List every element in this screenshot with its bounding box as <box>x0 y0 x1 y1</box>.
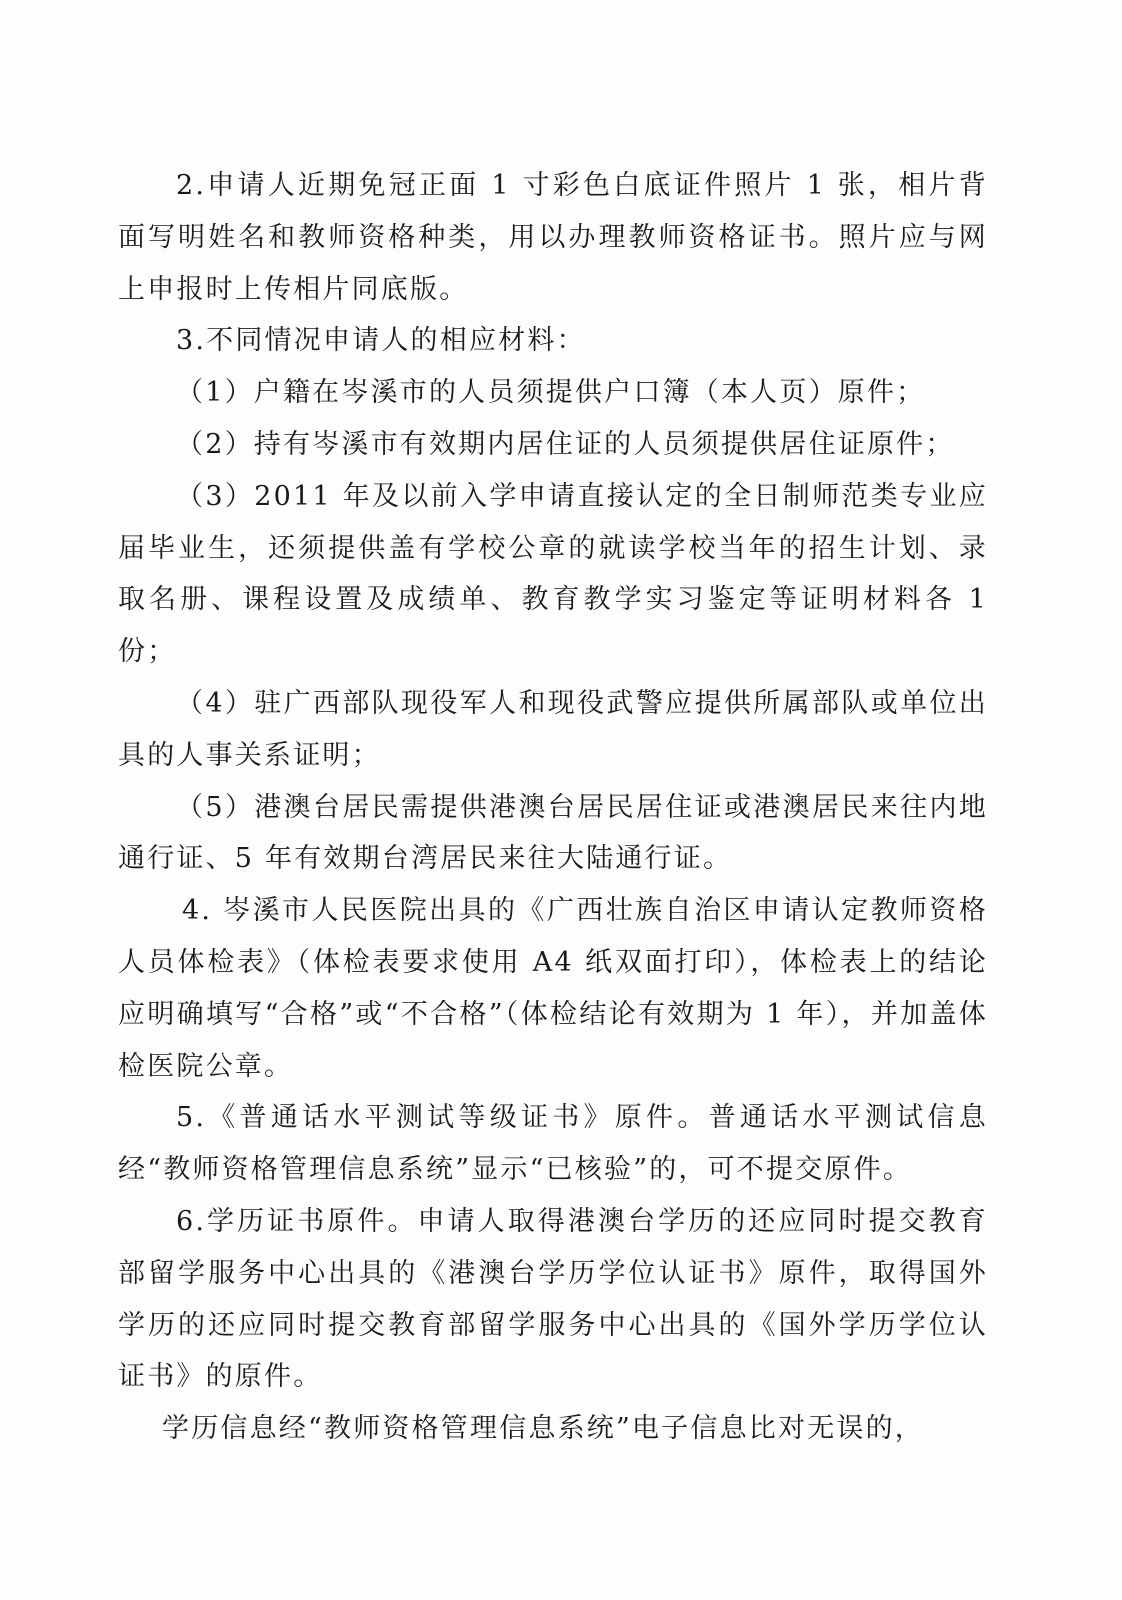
paragraph-item-2: （2）持有岑溪市有效期内居住证的人员须提供居住证原件； <box>176 428 955 460</box>
paragraph-item-3: （3）2011 年及以前入学申请直接认定的全日制师范类专业应届毕业生，还须提供盖有学校公章的就读学校当年的招生计划、录取名册、课程设置及成绩单、教育教学实习鉴定等证明材料各 1 份； <box>118 480 988 668</box>
paragraph-education-certificate: 6.学历证书原件。申请人取得港澳台学历的还应同时提交教育部留学服务中心出具的《港澳台学历学位认证书》原件，取得国外学历的还应同时提交教育部留学服务中心出具的《国外学历学位认证书》的原件。 <box>118 1205 988 1393</box>
paragraph-health-check: 4. 岑溪市人民医院出具的《广西壮族自治区申请认定教师资格人员体检表》（体检表要求使用 A4 纸双面打印），体检表上的结论应明确填写“合格”或“不合格”（体检结论有效期为 1 年），并加盖体检医院公章。 <box>118 895 988 1082</box>
paragraph-item-4: （4）驻广西部队现役军人和现役武警应提供所属部队或单位出具的人事关系证明； <box>118 687 988 771</box>
paragraph-item-5: （5）港澳台居民需提供港澳台居民居住证或港澳居民来往内地通行证、5 年有效期台湾居民来往大陆通行证。 <box>118 791 988 875</box>
paragraph-photo-requirement: 2.申请人近期免冠正面 1 寸彩色白底证件照片 1 张，相片背面写明姓名和教师资格种类，用以办理教师资格证书。照片应与网上申报时上传相片同底版。 <box>118 170 988 305</box>
paragraph-education-verification: 学历信息经“教师资格管理信息系统”电子信息比对无误的， <box>162 1413 925 1445</box>
paragraph-item-1: （1）户籍在岑溪市的人员须提供户口簿（本人页）原件； <box>176 377 926 409</box>
document-body <box>118 160 988 1455</box>
paragraph-materials-heading: 3.不同情况申请人的相应材料： <box>176 325 586 357</box>
paragraph-putonghua-certificate: 5.《普通话水平测试等级证书》原件。普通话水平测试信息经“教师资格管理信息系统”显示“已核验”的，可不提交原件。 <box>118 1102 988 1186</box>
